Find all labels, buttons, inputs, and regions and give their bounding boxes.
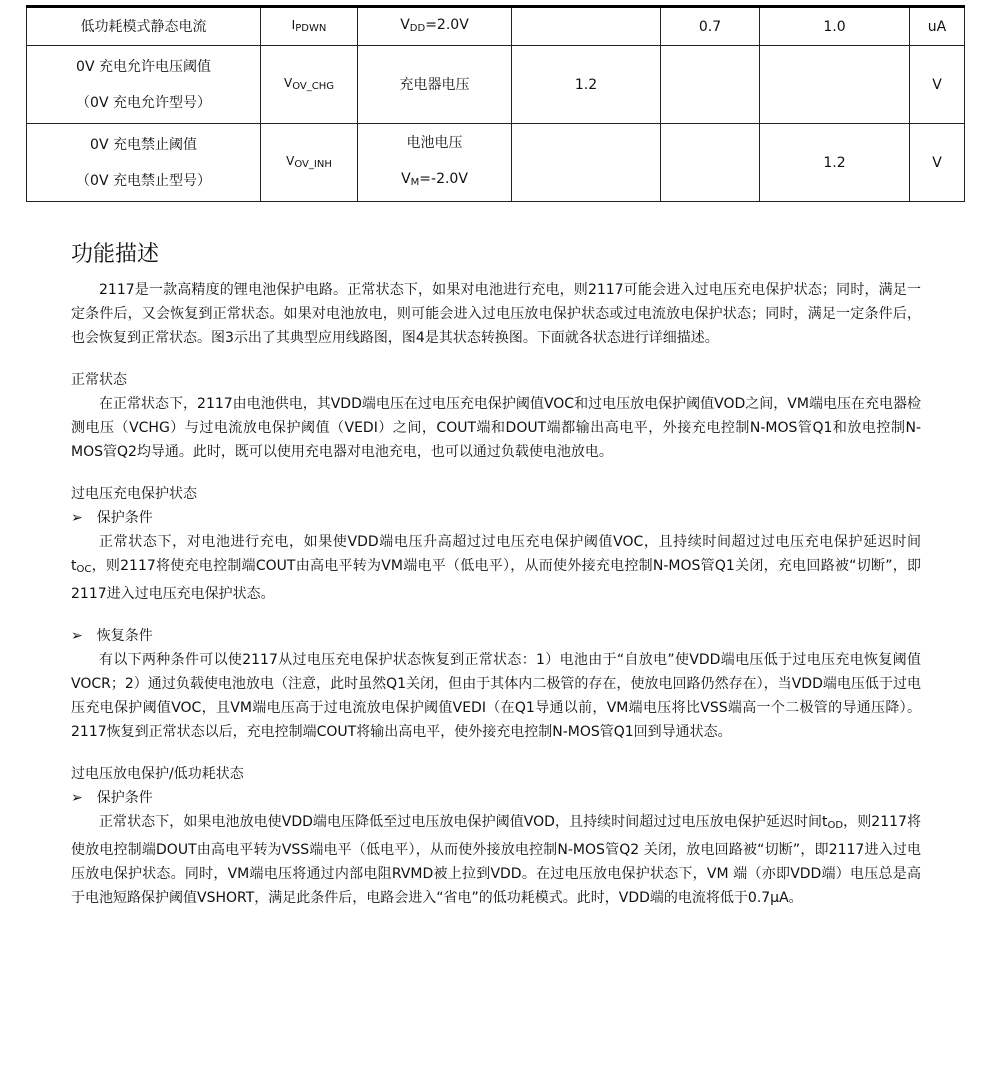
- condition-cell: 电池电压 $V_M=-2.0V$: [358, 124, 512, 202]
- ovc-heading: 过电压充电保护状态: [71, 486, 197, 502]
- ovc-recover-paragraph: 有以下两种条件可以使2117从过电压充电保护状态恢复到正常状态：1）电池由于“自放电”使VDD端电压低于过电压充电恢复阈值 VOCR；2）通过负载使电池放电（注意，此时虽然Q1关闭，但由于其体内二极管的存在，使放电回路仍然存在），当VDD端电压低于过电压充电保护阈值VOC，且VM端电压高于过电流放电保护阈值VEDI（在Q1导通以前，VM端电压将比VSS端高一个二极管的导通压降）。2117恢复到正常状态以后，充电控制端COUT将输出高电平，使外接充电控制N-MOS管Q1回到导通状态。: [71, 652, 921, 740]
- symbol-cell: $V_{OV\_INH}$: [261, 124, 358, 202]
- section-title: 功能描述: [71, 242, 160, 267]
- condition-cell: 充电器电压: [358, 46, 512, 124]
- bullet-label: 保护条件: [96, 510, 153, 526]
- unit-cell: V: [910, 46, 965, 124]
- max-cell: 1.0: [760, 7, 910, 46]
- bullet-label: 保护条件: [96, 790, 153, 806]
- normal-state-paragraph: 在正常状态下，2117由电池供电，其VDD端电压在过电压充电保护阈值VOC和过电压放电保护阈值VOD之间，VM端电压在充电器检测电压（VCHG）与过电流放电保护阈值（VEDI）之间，COUT端和DOUT端都输出高电平，外接充电控制N-MOS管Q1和放电控制N-MOS管Q2均导通。此时，既可以使用充电器对电池充电，也可以通过负载使电池放电。: [71, 396, 921, 460]
- max-cell: [760, 46, 910, 124]
- table-row: [27, 124, 965, 202]
- ovc-recover-bullet: [71, 624, 921, 648]
- unit-cell: V: [910, 124, 965, 202]
- normal-state-heading: 正常状态: [71, 372, 127, 388]
- symbol-cell: $V_{OV\_CHG}$: [261, 46, 358, 124]
- bullet-arrow-icon: ➢: [71, 628, 83, 644]
- symbol-cell: $I_{PDWN}$: [261, 7, 358, 46]
- bullet-arrow-icon: ➢: [71, 790, 83, 806]
- ovc-protect-paragraph: 正常状态下，对电池进行充电，如果使VDD端电压升高超过过电压充电保护阈值VOC，且持续时间超过过电压充电保护延迟时间$t_{OC}$，则2117将使充电控制端COUT由高电平转为VM端电平（低电平），从而使外接充电控制N-MOS管Q1关闭，充电回路被“切断”，即2117进入过电压充电保护状态。: [71, 534, 921, 602]
- condition-cell: $V_{DD}=2.0V$: [358, 7, 512, 46]
- min-cell: [512, 124, 661, 202]
- ovd-protect-bullet: [71, 786, 921, 810]
- bullet-arrow-icon: ➢: [71, 510, 83, 526]
- ovd-protect-paragraph: 正常状态下，如果电池放电使VDD端电压降低至过电压放电保护阈值VOD，且持续时间超过过电压放电保护延迟时间$t_{OD}$，则2117将使放电控制端DOUT由高电平转为VSS端电平（低电平），从而使外接放电控制N-MOS管Q2 关闭，放电回路被“切断”，即2117进入过电压放电保护状态。同时，VM端电压将通过内部电阻RVMD被上拉到VDD。在过电压放电保护状态下，VM 端（亦即VDD端）电压总是高于电池短路保护阈值VSHORT，满足此条件后，电路会进入“省电”的低功耗模式。此时，VDD端的电流将低于0.7μA。: [71, 814, 921, 906]
- intro-paragraph: 2117是一款高精度的锂电池保护电路。正常状态下，如果对电池进行充电，则2117可能会进入过电压充电保护状态；同时，满足一定条件后，又会恢复到正常状态。如果对电池放电，则可能会进入过电压放电保护状态或过电流放电保护状态；同时，满足一定条件后，也会恢复到正常状态。图3示出了其典型应用线路图，图4是其状态转换图。下面就各状态进行详细描述。: [71, 282, 921, 346]
- ovc-protect-bullet: [71, 506, 921, 530]
- typ-cell: [661, 124, 760, 202]
- typ-cell: 0.7: [661, 7, 760, 46]
- param-cell: 0V 充电允许电压阈值 （0V 充电允许型号）: [27, 46, 261, 124]
- min-cell: 1.2: [512, 46, 661, 124]
- param-cell: 0V 充电禁止阈值 （0V 充电禁止型号）: [27, 124, 261, 202]
- table-row: [27, 46, 965, 124]
- max-cell: 1.2: [760, 124, 910, 202]
- typ-cell: [661, 46, 760, 124]
- unit-cell: uA: [910, 7, 965, 46]
- function-description: [71, 240, 921, 910]
- bullet-label: 恢复条件: [96, 628, 153, 644]
- param-cell: 低功耗模式静态电流: [27, 7, 261, 46]
- ovd-heading: 过电压放电保护/低功耗状态: [71, 766, 244, 782]
- min-cell: [512, 7, 661, 46]
- spec-table: [26, 5, 965, 202]
- table-row: [27, 7, 965, 46]
